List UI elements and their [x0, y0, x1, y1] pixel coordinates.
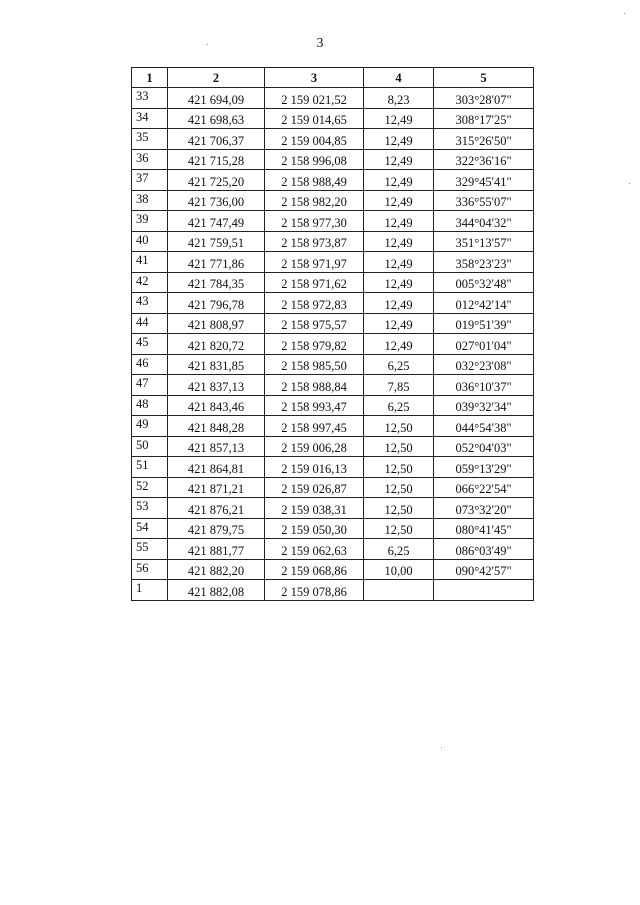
distance-cell: 12,50 [364, 457, 434, 478]
distance-cell: 12,50 [364, 416, 434, 437]
y-coordinate-cell: 2 159 016,13 [265, 457, 364, 478]
point-number-cell: 37 [132, 170, 168, 191]
bearing-cell: 066°22'54" [434, 477, 534, 498]
bearing-cell: 080°41'45" [434, 518, 534, 539]
y-coordinate-cell: 2 159 038,31 [265, 498, 364, 519]
x-coordinate-cell: 421 784,35 [168, 272, 265, 293]
x-coordinate-cell: 421 881,77 [168, 539, 265, 560]
header-distance: 4 [364, 68, 434, 88]
table-row [132, 559, 534, 580]
bearing-cell: 027°01'04" [434, 334, 534, 355]
distance-cell: 12,49 [364, 334, 434, 355]
bearing-cell: 336°55'07" [434, 190, 534, 211]
distance-cell: 8,23 [364, 88, 434, 109]
header-y-coordinate: 3 [265, 68, 364, 88]
bearing-cell: 303°28'07" [434, 88, 534, 109]
y-coordinate-cell: 2 158 972,83 [265, 293, 364, 314]
table-body [132, 88, 534, 601]
bearing-cell: 012°42'14" [434, 293, 534, 314]
y-coordinate-cell: 2 158 988,49 [265, 170, 364, 191]
table-row [132, 170, 534, 191]
table-row [132, 457, 534, 478]
y-coordinate-cell: 2 158 975,57 [265, 313, 364, 334]
table-row [132, 518, 534, 539]
table-row [132, 293, 534, 314]
distance-cell [364, 580, 434, 601]
distance-cell: 10,00 [364, 559, 434, 580]
point-number-cell: 52 [132, 477, 168, 498]
distance-cell: 12,49 [364, 211, 434, 232]
x-coordinate-cell: 421 706,37 [168, 129, 265, 150]
page-number: 3 [316, 36, 324, 51]
distance-cell: 12,49 [364, 149, 434, 170]
y-coordinate-cell: 2 159 068,86 [265, 559, 364, 580]
point-number-cell: 55 [132, 539, 168, 560]
table-row [132, 375, 534, 396]
y-coordinate-cell: 2 158 996,08 [265, 149, 364, 170]
y-coordinate-cell: 2 158 988,84 [265, 375, 364, 396]
scan-speck [207, 44, 208, 45]
table-row [132, 149, 534, 170]
distance-cell: 7,85 [364, 375, 434, 396]
x-coordinate-cell: 421 725,20 [168, 170, 265, 191]
y-coordinate-cell: 2 159 014,65 [265, 108, 364, 129]
x-coordinate-cell: 421 837,13 [168, 375, 265, 396]
x-coordinate-cell: 421 694,09 [168, 88, 265, 109]
x-coordinate-cell: 421 820,72 [168, 334, 265, 355]
table-row [132, 334, 534, 355]
table-row [132, 354, 534, 375]
point-number-cell: 43 [132, 293, 168, 314]
bearing-cell: 322°36'16" [434, 149, 534, 170]
bearing-cell [434, 580, 534, 601]
point-number-cell: 45 [132, 334, 168, 355]
y-coordinate-cell: 2 158 982,20 [265, 190, 364, 211]
point-number-cell: 48 [132, 395, 168, 416]
bearing-cell: 052°04'03" [434, 436, 534, 457]
bearing-cell: 090°42'57" [434, 559, 534, 580]
table-row [132, 477, 534, 498]
point-number-cell: 53 [132, 498, 168, 519]
y-coordinate-cell: 2 158 971,62 [265, 272, 364, 293]
table-row [132, 252, 534, 273]
point-number-cell: 33 [132, 88, 168, 109]
x-coordinate-cell: 421 747,49 [168, 211, 265, 232]
bearing-cell: 039°32'34" [434, 395, 534, 416]
table-row [132, 436, 534, 457]
y-coordinate-cell: 2 158 979,82 [265, 334, 364, 355]
x-coordinate-cell: 421 843,46 [168, 395, 265, 416]
table-row [132, 88, 534, 109]
point-number-cell: 54 [132, 518, 168, 539]
point-number-cell: 41 [132, 252, 168, 273]
y-coordinate-cell: 2 158 997,45 [265, 416, 364, 437]
bearing-cell: 358°23'23" [434, 252, 534, 273]
table-row [132, 190, 534, 211]
distance-cell: 12,50 [364, 498, 434, 519]
y-coordinate-cell: 2 158 985,50 [265, 354, 364, 375]
x-coordinate-cell: 421 876,21 [168, 498, 265, 519]
x-coordinate-cell: 421 808,97 [168, 313, 265, 334]
y-coordinate-cell: 2 159 050,30 [265, 518, 364, 539]
bearing-cell: 005°32'48" [434, 272, 534, 293]
distance-cell: 12,49 [364, 108, 434, 129]
point-number-cell: 34 [132, 108, 168, 129]
point-number-cell: 46 [132, 354, 168, 375]
bearing-cell: 315°26'50" [434, 129, 534, 150]
table-row [132, 211, 534, 232]
table-row [132, 272, 534, 293]
point-number-cell: 50 [132, 436, 168, 457]
y-coordinate-cell: 2 159 004,85 [265, 129, 364, 150]
x-coordinate-cell: 421 715,28 [168, 149, 265, 170]
y-coordinate-cell: 2 158 977,30 [265, 211, 364, 232]
bearing-cell: 329°45'41" [434, 170, 534, 191]
coordinates-table [131, 67, 534, 601]
table-row [132, 231, 534, 252]
bearing-cell: 351°13'57" [434, 231, 534, 252]
distance-cell: 12,49 [364, 313, 434, 334]
table-row [132, 498, 534, 519]
table-row [132, 108, 534, 129]
point-number-cell: 51 [132, 457, 168, 478]
point-number-cell: 36 [132, 149, 168, 170]
table-row [132, 313, 534, 334]
point-number-cell: 1 [132, 580, 168, 601]
distance-cell: 12,50 [364, 477, 434, 498]
distance-cell: 12,49 [364, 190, 434, 211]
point-number-cell: 49 [132, 416, 168, 437]
y-coordinate-cell: 2 158 973,87 [265, 231, 364, 252]
point-number-cell: 47 [132, 375, 168, 396]
distance-cell: 12,50 [364, 518, 434, 539]
bearing-cell: 036°10'37" [434, 375, 534, 396]
header-x-coordinate: 2 [168, 68, 265, 88]
distance-cell: 12,49 [364, 129, 434, 150]
scan-speck [629, 183, 630, 184]
x-coordinate-cell: 421 879,75 [168, 518, 265, 539]
table-header [132, 68, 534, 88]
distance-cell: 12,49 [364, 293, 434, 314]
distance-cell: 6,25 [364, 354, 434, 375]
point-number-cell: 42 [132, 272, 168, 293]
x-coordinate-cell: 421 882,20 [168, 559, 265, 580]
y-coordinate-cell: 2 158 993,47 [265, 395, 364, 416]
x-coordinate-cell: 421 759,51 [168, 231, 265, 252]
bearing-cell: 032°23'08" [434, 354, 534, 375]
bearing-cell: 086°03'49" [434, 539, 534, 560]
bearing-cell: 073°32'20" [434, 498, 534, 519]
y-coordinate-cell: 2 158 971,97 [265, 252, 364, 273]
x-coordinate-cell: 421 771,86 [168, 252, 265, 273]
y-coordinate-cell: 2 159 006,28 [265, 436, 364, 457]
y-coordinate-cell: 2 159 062,63 [265, 539, 364, 560]
x-coordinate-cell: 421 871,21 [168, 477, 265, 498]
bearing-cell: 044°54'38" [434, 416, 534, 437]
x-coordinate-cell: 421 796,78 [168, 293, 265, 314]
x-coordinate-cell: 421 864,81 [168, 457, 265, 478]
table-row [132, 395, 534, 416]
point-number-cell: 44 [132, 313, 168, 334]
table-row [132, 416, 534, 437]
table-row [132, 539, 534, 560]
distance-cell: 12,50 [364, 436, 434, 457]
scan-speck [624, 13, 625, 14]
x-coordinate-cell: 421 736,00 [168, 190, 265, 211]
y-coordinate-cell: 2 159 078,86 [265, 580, 364, 601]
x-coordinate-cell: 421 848,28 [168, 416, 265, 437]
x-coordinate-cell: 421 882,08 [168, 580, 265, 601]
x-coordinate-cell: 421 857,13 [168, 436, 265, 457]
y-coordinate-cell: 2 159 026,87 [265, 477, 364, 498]
point-number-cell: 40 [132, 231, 168, 252]
bearing-cell: 308°17'25" [434, 108, 534, 129]
point-number-cell: 56 [132, 559, 168, 580]
table-row [132, 580, 534, 601]
bearing-cell: 344°04'32" [434, 211, 534, 232]
distance-cell: 6,25 [364, 395, 434, 416]
point-number-cell: 35 [132, 129, 168, 150]
distance-cell: 12,49 [364, 231, 434, 252]
scan-speck [441, 747, 442, 748]
x-coordinate-cell: 421 698,63 [168, 108, 265, 129]
header-point-number: 1 [132, 68, 168, 88]
table-row [132, 129, 534, 150]
distance-cell: 6,25 [364, 539, 434, 560]
x-coordinate-cell: 421 831,85 [168, 354, 265, 375]
header-bearing: 5 [434, 68, 534, 88]
header-row [132, 68, 534, 88]
point-number-cell: 39 [132, 211, 168, 232]
bearing-cell: 019°51'39" [434, 313, 534, 334]
distance-cell: 12,49 [364, 252, 434, 273]
y-coordinate-cell: 2 159 021,52 [265, 88, 364, 109]
bearing-cell: 059°13'29" [434, 457, 534, 478]
distance-cell: 12,49 [364, 272, 434, 293]
point-number-cell: 38 [132, 190, 168, 211]
distance-cell: 12,49 [364, 170, 434, 191]
